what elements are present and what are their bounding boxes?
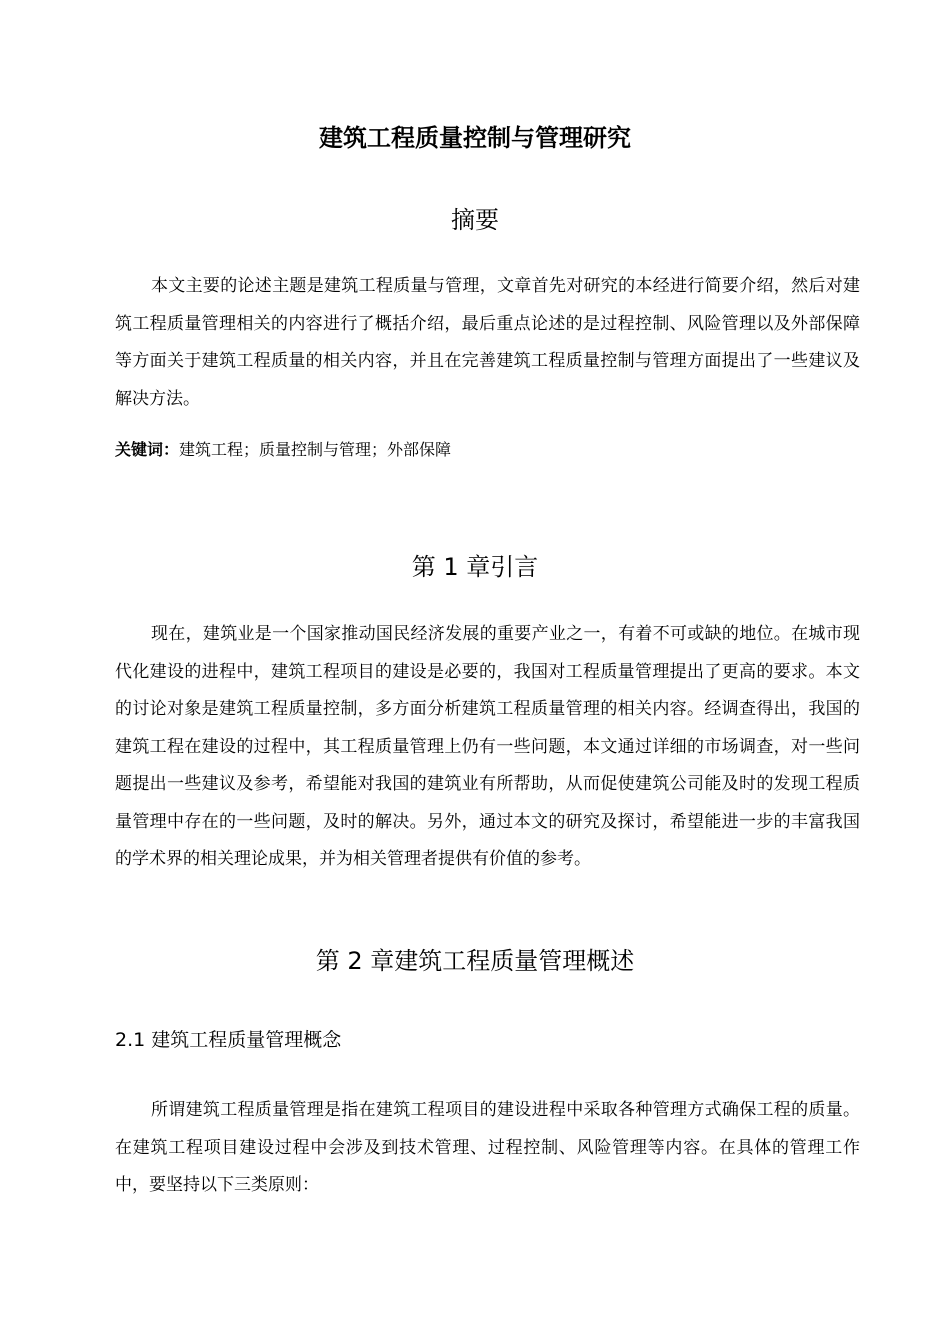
abstract-paragraph: 本文主要的论述主题是建筑工程质量与管理，文章首先对研究的本经进行简要介绍，然后对建筑工程质量管理相关的内容进行了概括介绍，最后重点论述的是过程控制、风险管理以及外部保障等方面关于建筑工程质量的相关内容，并且在完善建筑工程质量控制与管理方面提出了一些建议及解决方法。: [115, 276, 860, 409]
abstract-heading: 摘要: [451, 206, 499, 234]
chapter-1-paragraph: 现在，建筑业是一个国家推动国民经济发展的重要产业之一，有着不可或缺的地位。在城市现代化建设的进程中，建筑工程项目的建设是必要的，我国对工程质量管理提出了更高的要求。本文的讨论对象是建筑工程质量控制，多方面分析建筑工程质量管理的相关内容。经调查得出，我国的建筑工程在建设的过程中，其工程质量管理上仍有一些问题，本文通过详细的市场调查，对一些问题提出一些建议及参考，希望能对我国的建筑业有所帮助，从而促使建筑公司能及时的发现工程质量管理中存在的一些问题，及时的解决。另外，通过本文的研究及探讨，希望能进一步的丰富我国的学术界的相关理论成果，并为相关管理者提供有价值的参考。: [115, 624, 860, 869]
keywords-text: 建筑工程；质量控制与管理；外部保障: [179, 440, 452, 459]
keywords-label: 关键词：: [115, 440, 180, 459]
document-title: 建筑工程质量控制与管理研究: [319, 124, 631, 152]
section-2-1-paragraph: 所谓建筑工程质量管理是指在建筑工程项目的建设进程中采取各种管理方式确保工程的质量。在建筑工程项目建设过程中会涉及到技术管理、过程控制、风险管理等内容。在具体的管理工作中，要坚持以下三类原则：: [115, 1100, 860, 1195]
section-2-1-heading: 2.1 建筑工程质量管理概念: [115, 1029, 342, 1051]
chapter-2-heading: 第 2 章建筑工程质量管理概述: [315, 947, 635, 975]
keywords-line: [115, 437, 860, 463]
chapter-1-heading: 第 1 章引言: [411, 553, 539, 581]
